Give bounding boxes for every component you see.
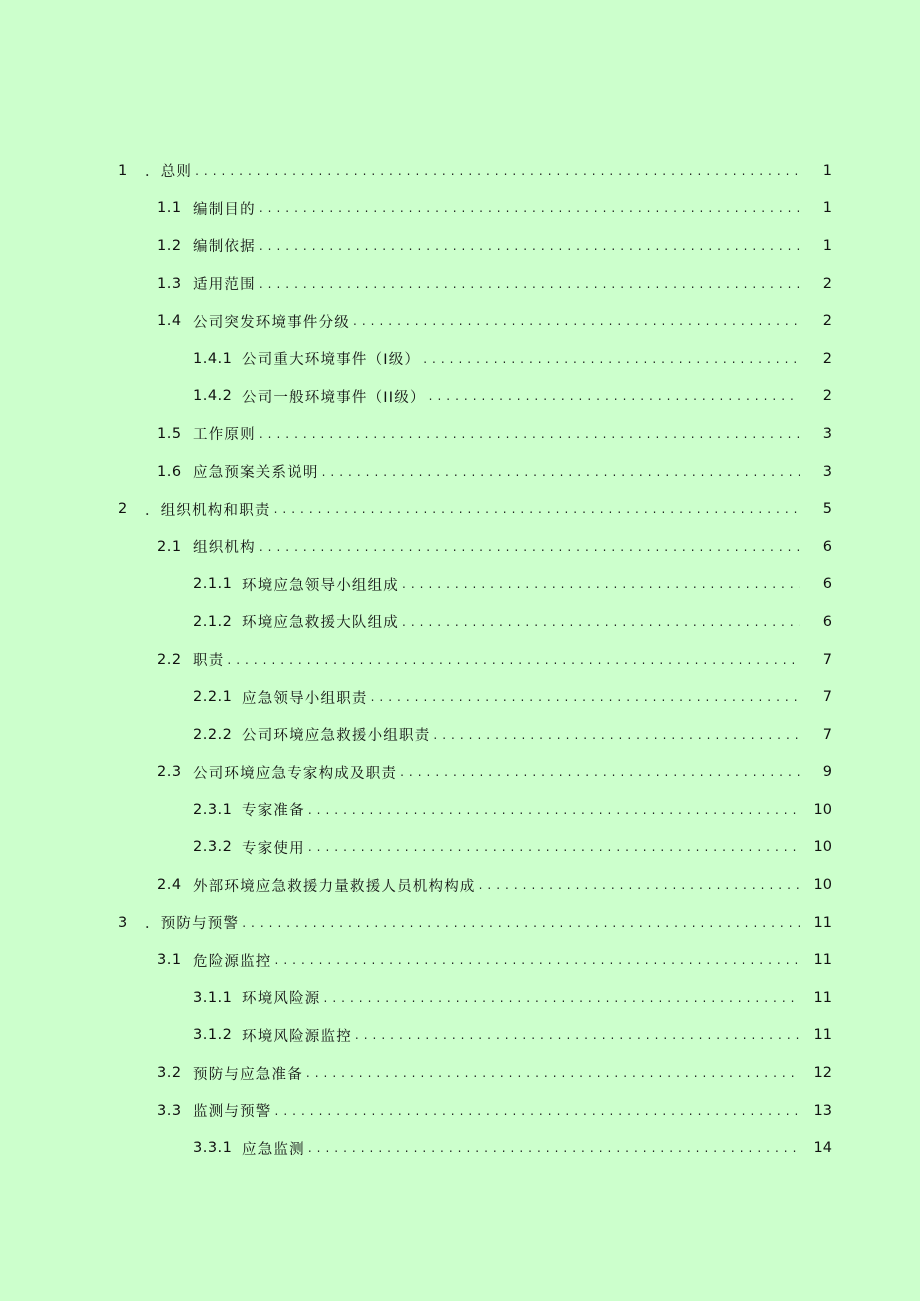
- toc-dot-leader: [259, 277, 800, 291]
- toc-entry[interactable]: [0, 528, 920, 566]
- toc-dot-leader: [371, 690, 800, 704]
- toc-entry[interactable]: [0, 227, 920, 265]
- toc-dot-leader: [402, 615, 800, 629]
- toc-entry-number: 3.3: [157, 1102, 182, 1119]
- toc-entry-page-number: 1: [822, 237, 832, 254]
- toc-dot-leader: [274, 502, 800, 516]
- toc-entry-number: 2.2.1: [193, 689, 233, 706]
- toc-entry[interactable]: [0, 979, 920, 1017]
- toc-entry-page-number: 3: [822, 425, 832, 442]
- toc-entry-number: 2.3.1: [193, 801, 233, 818]
- toc-entry[interactable]: [0, 1054, 920, 1092]
- toc-entry-page-number: 11: [813, 989, 832, 1006]
- toc-entry[interactable]: [0, 302, 920, 340]
- toc-entry-number: 2.2.2: [193, 726, 233, 743]
- toc-dot-leader: [259, 201, 800, 215]
- toc-entry-number: 2.3.2: [193, 839, 233, 856]
- toc-entry-title: 公司一般环境事件（II级）: [242, 389, 426, 406]
- table-of-contents: [0, 152, 920, 1167]
- toc-entry-title: 专家准备: [242, 803, 305, 820]
- toc-entry-number: 1: [118, 162, 128, 179]
- toc-entry-title: 工作原则: [193, 427, 256, 444]
- toc-entry-page-number: 11: [813, 1027, 832, 1044]
- toc-entry-title: ．组织机构和职责: [145, 502, 271, 519]
- toc-entry[interactable]: [0, 190, 920, 228]
- toc-entry-title: 专家使用: [242, 840, 305, 857]
- toc-dot-leader: [259, 540, 800, 554]
- toc-entry-number: 1.4.1: [193, 350, 233, 367]
- toc-entry-title: 外部环境应急救援力量救援人员机构构成: [193, 878, 476, 895]
- toc-entry-title: 编制目的: [193, 201, 256, 218]
- toc-entry-title: 监测与预警: [193, 1104, 272, 1121]
- toc-dot-leader: [259, 239, 800, 253]
- toc-entry-page-number: 5: [822, 501, 832, 518]
- toc-dot-leader: [195, 164, 800, 178]
- toc-entry-page-number: 10: [813, 877, 832, 894]
- toc-dot-leader: [324, 991, 801, 1005]
- toc-entry[interactable]: [0, 453, 920, 491]
- toc-dot-leader: [259, 427, 800, 441]
- toc-entry-number: 2.3: [157, 764, 182, 781]
- toc-entry-title: 环境应急救援大队组成: [242, 615, 399, 632]
- toc-entry-title: 预防与应急准备: [193, 1066, 303, 1083]
- toc-entry[interactable]: [0, 866, 920, 904]
- toc-entry-number: 2.1.1: [193, 576, 233, 593]
- toc-entry-title: 应急预案关系说明: [193, 465, 319, 482]
- toc-entry-page-number: 7: [822, 726, 832, 743]
- toc-entry-number: 1.4.2: [193, 388, 233, 405]
- toc-entry-number: 1.4: [157, 313, 182, 330]
- toc-entry-title: 危险源监控: [193, 953, 272, 970]
- toc-entry-title: 公司突发环境事件分级: [193, 314, 350, 331]
- toc-entry-title: 公司环境应急救援小组职责: [242, 728, 431, 745]
- toc-entry-number: 3.1.1: [193, 989, 233, 1006]
- toc-entry[interactable]: [0, 791, 920, 829]
- toc-dot-leader: [402, 577, 800, 591]
- toc-entry-page-number: 1: [822, 162, 832, 179]
- toc-entry-number: 2.1.2: [193, 613, 233, 630]
- toc-entry[interactable]: [0, 490, 920, 528]
- toc-entry-number: 1.6: [157, 463, 182, 480]
- toc-entry-number: 3.2: [157, 1065, 182, 1082]
- toc-entry-title: 环境应急领导小组组成: [242, 577, 399, 594]
- toc-dot-leader: [423, 352, 800, 366]
- toc-entry-number: 3: [118, 914, 128, 931]
- toc-entry-page-number: 9: [822, 764, 832, 781]
- toc-entry-number: 2.2: [157, 651, 182, 668]
- toc-entry-number: 2.1: [157, 538, 182, 555]
- toc-entry[interactable]: [0, 1129, 920, 1167]
- toc-dot-leader: [429, 389, 800, 403]
- toc-entry-number: 3.1: [157, 952, 182, 969]
- toc-entry-page-number: 7: [822, 651, 832, 668]
- toc-entry-number: 2: [118, 501, 128, 518]
- toc-entry-page-number: 10: [813, 801, 832, 818]
- toc-dot-leader: [479, 878, 800, 892]
- toc-entry-title: 组织机构: [193, 540, 256, 557]
- toc-entry-title: 公司重大环境事件（I级）: [242, 352, 421, 369]
- toc-entry[interactable]: [0, 340, 920, 378]
- toc-entry[interactable]: [0, 754, 920, 792]
- toc-dot-leader: [308, 840, 800, 854]
- toc-entry[interactable]: [0, 641, 920, 679]
- toc-entry-page-number: 14: [813, 1140, 832, 1157]
- toc-dot-leader: [275, 1104, 801, 1118]
- toc-entry-page-number: 6: [822, 576, 832, 593]
- toc-entry-page-number: 3: [822, 463, 832, 480]
- toc-dot-leader: [355, 1028, 800, 1042]
- toc-entry[interactable]: [0, 152, 920, 190]
- toc-entry-title: 适用范围: [193, 277, 256, 294]
- toc-entry-title: 职责: [193, 653, 225, 670]
- toc-entry[interactable]: [0, 1092, 920, 1130]
- toc-entry-title: ．总则: [145, 164, 193, 181]
- toc-dot-leader: [227, 653, 800, 667]
- toc-entry[interactable]: [0, 265, 920, 303]
- toc-dot-leader: [308, 1141, 800, 1155]
- toc-dot-leader: [306, 1066, 800, 1080]
- toc-entry-page-number: 2: [822, 275, 832, 292]
- toc-entry-title: 环境风险源: [242, 991, 321, 1008]
- toc-entry-number: 1.1: [157, 200, 182, 217]
- toc-entry-page-number: 6: [822, 538, 832, 555]
- toc-entry-page-number: 11: [813, 914, 832, 931]
- toc-entry-title: 应急领导小组职责: [242, 690, 368, 707]
- toc-entry[interactable]: [0, 716, 920, 754]
- toc-entry[interactable]: [0, 904, 920, 942]
- toc-entry[interactable]: [0, 566, 920, 604]
- toc-dot-leader: [322, 465, 800, 479]
- toc-entry-page-number: 11: [813, 952, 832, 969]
- toc-entry[interactable]: [0, 603, 920, 641]
- toc-entry[interactable]: [0, 415, 920, 453]
- toc-entry-title: 编制依据: [193, 239, 256, 256]
- toc-entry[interactable]: [0, 829, 920, 867]
- toc-entry[interactable]: [0, 378, 920, 416]
- toc-dot-leader: [433, 728, 800, 742]
- toc-entry-number: 2.4: [157, 877, 182, 894]
- toc-dot-leader: [308, 803, 800, 817]
- toc-entry-number: 1.2: [157, 237, 182, 254]
- toc-dot-leader: [353, 314, 800, 328]
- toc-dot-leader: [275, 953, 801, 967]
- toc-entry-number: 3.1.2: [193, 1027, 233, 1044]
- toc-entry-title: 应急监测: [242, 1141, 305, 1158]
- toc-entry-number: 1.3: [157, 275, 182, 292]
- toc-entry-page-number: 2: [822, 388, 832, 405]
- toc-dot-leader: [400, 765, 800, 779]
- toc-entry-title: 环境风险源监控: [242, 1028, 352, 1045]
- toc-entry-number: 3.3.1: [193, 1140, 233, 1157]
- toc-entry[interactable]: [0, 678, 920, 716]
- toc-entry-title: ．预防与预警: [145, 916, 240, 933]
- toc-entry-page-number: 6: [822, 613, 832, 630]
- toc-entry-page-number: 2: [822, 350, 832, 367]
- toc-entry-page-number: 2: [822, 313, 832, 330]
- toc-entry-title: 公司环境应急专家构成及职责: [193, 765, 398, 782]
- toc-entry-number: 1.5: [157, 425, 182, 442]
- toc-entry[interactable]: [0, 941, 920, 979]
- toc-entry-page-number: 10: [813, 839, 832, 856]
- toc-entry-page-number: 7: [822, 689, 832, 706]
- toc-dot-leader: [242, 916, 800, 930]
- toc-entry-page-number: 13: [813, 1102, 832, 1119]
- toc-entry[interactable]: [0, 1017, 920, 1055]
- toc-entry-page-number: 12: [813, 1065, 832, 1082]
- toc-entry-page-number: 1: [822, 200, 832, 217]
